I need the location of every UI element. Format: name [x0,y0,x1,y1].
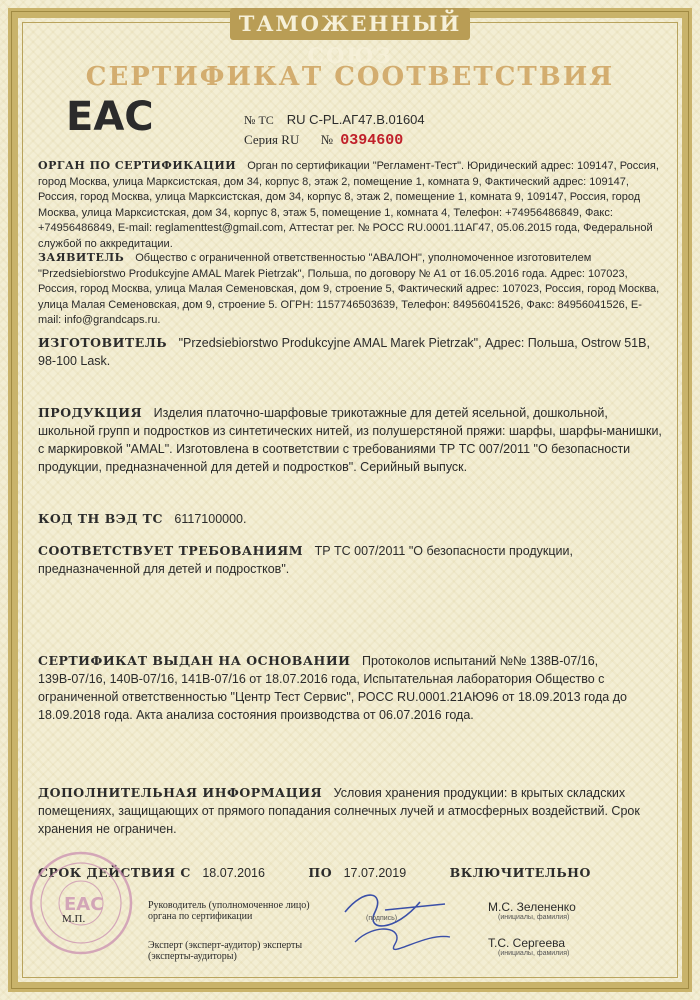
additional-info-text: Условия хранения продукции: в крытых складских помещениях, защищающих от прямого попадания солнечных лучей и атмосферных воздействий. Срок хранения не ограничен. [38,786,640,836]
customs-code-section [38,510,662,528]
seal-stamp-icon [26,848,136,958]
inclusive-label: ВКЛЮЧИТЕЛЬНО [449,865,591,880]
additional-info-label: ДОПОЛНИТЕЛЬНАЯ ИНФОРМАЦИЯ [38,785,323,800]
expert-label: Эксперт (эксперт-аудитор) эксперты (эксперты-аудиторы) [148,940,303,962]
certificate-number: RU C-PL.АГ47.В.01604 [286,112,425,127]
series-number: 0394600 [340,132,404,149]
basis-label: СЕРТИФИКАТ ВЫДАН НА ОСНОВАНИИ [38,653,351,668]
conformity-section [38,542,662,578]
manufacturer-section [38,334,662,370]
head-sign-caption: (подпись) [366,915,398,922]
number-label: № ТС [244,113,274,127]
certificate-title: СЕРТИФИКАТ СООТВЕТСТВИЯ [85,62,615,92]
basis-text: Протоколов испытаний №№ 138В-07/16, 139В-07/16, 140В-07/16, 141В-07/16 от 18.07.2016 года, Испытательная лаборатория Общество с ограниченной ответственностью "Центр Тест Сервис", РОСС RU.0001.21АЮ96 от 18.09.2013 года до 18.09.2018 года. Акта анализа состояния производства от 06.07.2016 года. [38,654,627,722]
applicant-text: Общество с ограниченной ответственностью "АВАЛОН", уполномоченное изготовителем "Przedsiebiorstwo Produkcyjne AMAL Marek Pietrzak", Польша, по договору № А1 от 16.05.2016 года. Адрес: 107023, Россия, город Москва, улица Малая Семеновская, дом 9, строение 5, Фактический адрес: 107023, Россия, город Москва, улица Малая Семеновская, дом 9, строение 5. ОГРН: 1157746503639, Телефон: 84956041526, Факс: 84956041526, E-mail: info@grandcaps.ru. [38,252,660,327]
series-number-label: № [320,132,334,147]
head-label: Руководитель (уполномоченное лицо) органа по сертификации [148,900,310,922]
expert-name: Т.С. Сергеева [488,936,566,950]
product-text: Изделия платочно-шарфовые трикотажные для детей ясельной, дошкольной, школьной групп и подростков из синтетических нитей, из полушерстяной пряжи: шарфы, шарфы-манишки, с маркировкой "AMAL". Изготовлена в соответствии с требованиями ТР ТС 007/2011 "О безопасности продукции, предназначенной для детей и подростков". Серийный выпуск. [38,406,662,474]
seal-label: М.П. [62,913,86,925]
code-text: 6117100000. [174,512,247,526]
series-label: Серия [244,132,279,147]
svg-text:ЕАС: ЕАС [64,894,104,915]
series-country: RU [281,132,300,147]
applicant-section [38,250,662,329]
certificate-number-line [244,112,425,128]
validity-label: СРОК ДЕЙСТВИЯ С [38,865,191,880]
additional-info-section [38,784,662,838]
manufacturer-label: ИЗГОТОВИТЕЛЬ [38,335,168,350]
manufacturer-text: "Przedsiebiorstwo Produkcyjne AMAL Marek Pietrzak", Адрес: Польша, Ostrow 51B, 98-100 Lask. [38,336,650,368]
expert-name-caption: (инициалы, фамилия) [498,950,570,957]
certification-body-section [38,158,662,253]
head-name-caption: (инициалы, фамилия) [498,914,570,921]
applicant-label: ЗАЯВИТЕЛЬ [38,251,125,264]
eac-logo-icon [64,92,154,140]
to-label: ПО [308,865,333,880]
basis-section [38,652,662,724]
conformity-text: ТР ТС 007/2011 "О безопасности продукции, предназначенной для детей и подростков". [38,544,573,576]
eac-logo-text: EAC [66,94,154,140]
series-line [244,132,403,149]
product-section [38,404,662,476]
code-label: КОД ТН ВЭД ТС [38,511,163,526]
head-name: М.С. Зелененко [488,900,576,914]
customs-union-header: ТАМОЖЕННЫЙ СОЮЗ [230,8,470,40]
conformity-label: СООТВЕТСТВУЕТ ТРЕБОВАНИЯМ [38,543,304,558]
valid-from: 18.07.2016 [202,866,265,880]
product-label: ПРОДУКЦИЯ [38,405,143,420]
organ-text: Орган по сертификации "Регламент-Тест". Юридический адрес: 109147, Россия, город Москва, улица Марксистская, дом 34, корпус 8, этаж 2, помещение 1, комната 9, Фактический адрес: 109147, Россия, город Москва, улица Марксистская, дом 34, корпус 8, этаж 2, помещение 1, комната 9, 109147, Россия, город Москва, улица Марксистская, дом 34, корпус 8, этаж 5, помещение 1, комната 4, Телефон: +74956486849, Факс: +74956486849, E-mail: reglamenttest@gmail.com, Аттестат рег. № РОСС RU.0001.11АГ47, 05.06.2015 года, Федеральной службой по аккредитации. [38,160,659,250]
organ-label: ОРГАН ПО СЕРТИФИКАЦИИ [38,159,237,172]
valid-to: 17.07.2019 [343,866,407,880]
